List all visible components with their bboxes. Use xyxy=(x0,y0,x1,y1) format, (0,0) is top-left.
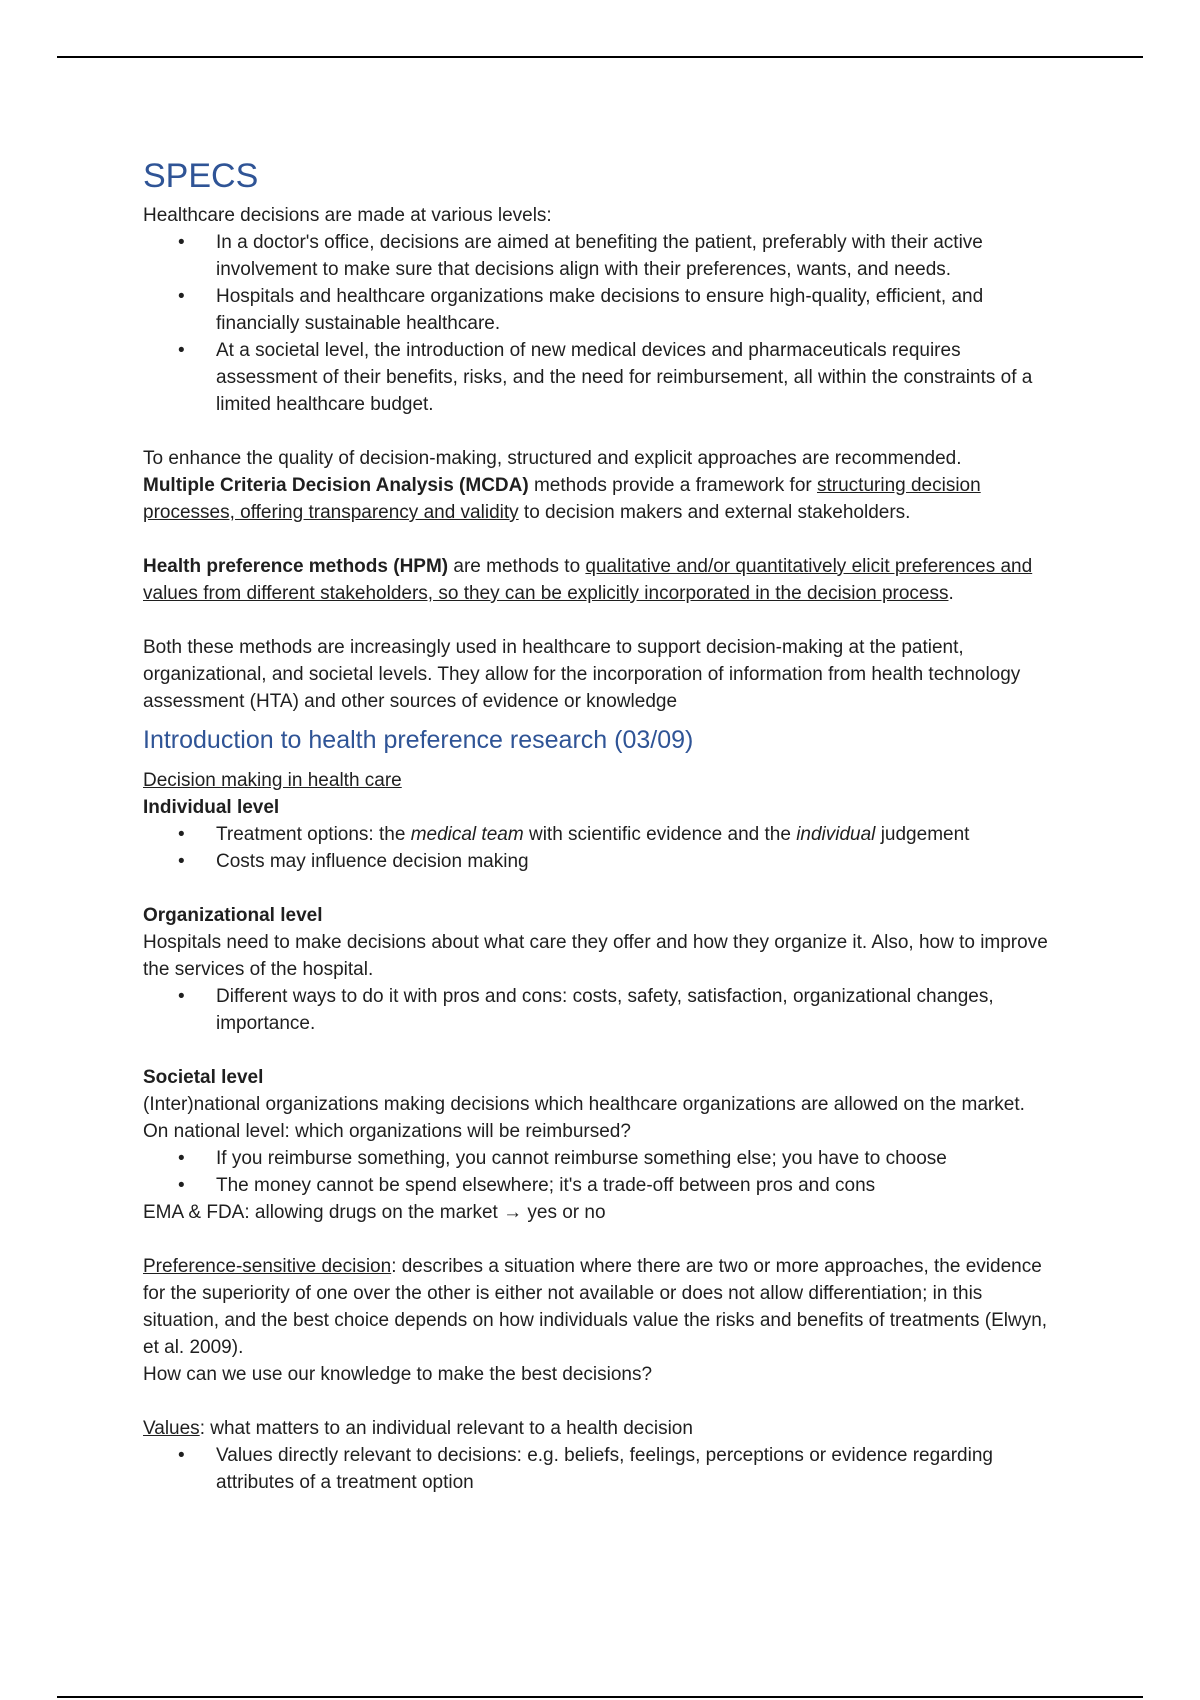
both-paragraph: Both these methods are increasingly used in healthcare to support decision-making at the patient, organizational, and societal levels. They allow for the incorporation of information from health technology assessment (HTA) and other sources of evidence or knowledge xyxy=(143,637,1021,712)
values-term: Values xyxy=(143,1418,200,1439)
page-title: SPECS xyxy=(143,157,259,195)
section-title: Introduction to health preference research (03/09) xyxy=(143,726,694,754)
header-rule xyxy=(57,56,1143,58)
mcda-intro: To enhance the quality of decision-making, structured and explicit approaches are recommended. xyxy=(143,448,962,469)
preference-definition: : describes a situation where there are two or more approaches, the evidence for the superiority of one over the other is either not available or does not allow differentiation; in this situation, and the best choice depends on how individuals value the risks and benefits of treatments (Elwyn, et al. 2009). xyxy=(143,1256,1048,1358)
intro-bullet: • In a doctor's office, decisions are aimed at benefiting the patient, preferably with their active involvement to make sure that decisions align with their preferences, wants, and needs. xyxy=(216,229,1063,283)
mcda-mid: methods provide a framework for xyxy=(528,475,817,496)
hpm-mid: are methods to xyxy=(448,556,586,577)
societal-question: On national level: which organizations will be reimbursed? xyxy=(143,1121,631,1142)
hpm-term: Health preference methods (HPM) xyxy=(143,556,449,577)
societal-text: (Inter)national organizations making decisions which healthcare organizations are allowed on the market. xyxy=(143,1094,1025,1115)
decision-heading: Decision making in health care xyxy=(143,770,402,791)
individual-bullet: • Costs may influence decision making xyxy=(216,848,1063,875)
societal-bullet: • The money cannot be spend elsewhere; it's a trade-off between pros and cons xyxy=(216,1172,1063,1199)
organizational-text: Hospitals need to make decisions about what care they offer and how they organize it. Also, how to improve the services of the hospital. xyxy=(143,932,1048,980)
mcda-end: to decision makers and external stakeholders. xyxy=(518,502,911,523)
organizational-list xyxy=(143,983,1063,1037)
hpm-paragraph xyxy=(143,553,1063,607)
societal-bullet: • If you reimburse something, you cannot reimburse something else; you have to choose xyxy=(216,1145,1063,1172)
values-bullet: • Values directly relevant to decisions: e.g. beliefs, feelings, perceptions or evidence regarding attributes of a treatment option xyxy=(216,1442,1063,1496)
mcda-paragraph xyxy=(143,445,1063,526)
individual-bullet: • Treatment options: the medical team with scientific evidence and the individual judgement xyxy=(216,821,1063,848)
hpm-underlined: qualitative and/or quantitatively elicit preferences and values from different stakeholders, so they can be explicitly incorporated in the decision process xyxy=(143,556,1033,604)
ema-fda-line: EMA & FDA: allowing drugs on the market → yes or no xyxy=(143,1202,606,1223)
organizational-heading: Organizational level xyxy=(143,905,323,926)
mcda-term: Multiple Criteria Decision Analysis (MCDA) xyxy=(143,475,529,496)
footer-rule xyxy=(57,1696,1143,1698)
intro-lead: Healthcare decisions are made at various levels: xyxy=(143,205,552,226)
document-body xyxy=(143,152,1063,1496)
preference-paragraph xyxy=(143,1253,1063,1361)
individual-emphasis: individual xyxy=(796,824,876,845)
mcda-underlined: structuring decision processes, offering transparency and validity xyxy=(143,475,981,523)
hpm-end: . xyxy=(948,583,954,604)
medical-team-emphasis: medical team xyxy=(410,824,524,845)
intro-list xyxy=(143,229,1063,418)
values-paragraph xyxy=(143,1415,1063,1442)
individual-list xyxy=(143,821,1063,875)
individual-heading: Individual level xyxy=(143,797,280,818)
intro-bullet: • At a societal level, the introduction of new medical devices and pharmaceuticals requires assessment of their benefits, risks, and the need for reimbursement, all within the constraints of a limited healthcare budget. xyxy=(216,337,1063,418)
values-list xyxy=(143,1442,1063,1496)
societal-list xyxy=(143,1145,1063,1199)
preference-term: Preference-sensitive decision xyxy=(143,1256,392,1277)
values-definition: : what matters to an individual relevant to a health decision xyxy=(199,1418,693,1439)
intro-bullet: • Hospitals and healthcare organizations make decisions to ensure high-quality, efficient, and financially sustainable healthcare. xyxy=(216,283,1063,337)
organizational-bullet: • Different ways to do it with pros and cons: costs, safety, satisfaction, organizational changes, importance. xyxy=(216,983,1063,1037)
preference-question: How can we use our knowledge to make the best decisions? xyxy=(143,1364,653,1385)
societal-heading: Societal level xyxy=(143,1067,264,1088)
